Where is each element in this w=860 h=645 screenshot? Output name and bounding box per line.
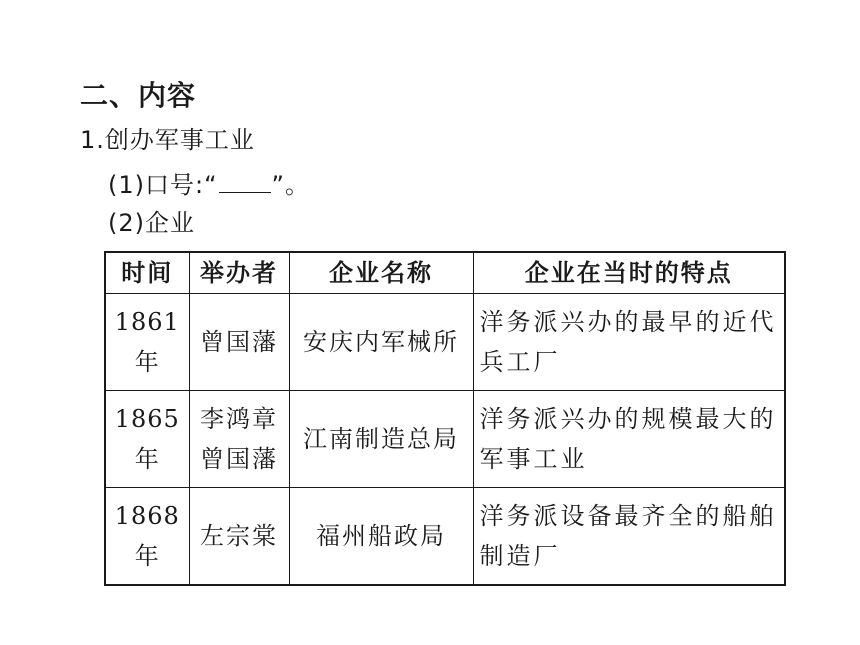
slogan-suffix: ”。 xyxy=(271,171,310,199)
slogan-prefix: (1)口号:“ xyxy=(108,171,218,199)
founder-cell xyxy=(189,488,289,586)
enterprise-cell: 江南制造总局 xyxy=(289,391,473,488)
year-number: 1865 xyxy=(114,405,180,433)
year-unit: 年 xyxy=(134,348,160,376)
year-number: 1868 xyxy=(114,502,180,530)
enterprise-subheading: (2)企业 xyxy=(108,209,195,237)
founder-name: 曾国藩 xyxy=(200,328,278,356)
feature-cell: 洋务派兴办的最早的近代兵工厂 xyxy=(473,294,785,391)
table-row xyxy=(105,488,785,586)
founder-name: 左宗棠 xyxy=(200,522,278,550)
year-unit: 年 xyxy=(134,445,160,473)
year-cell xyxy=(105,294,189,391)
header-enterprise-name: 企业名称 xyxy=(289,252,473,294)
year-number: 1861 xyxy=(114,308,180,336)
header-founder: 举办者 xyxy=(189,252,289,294)
header-time: 时间 xyxy=(105,252,189,294)
slogan-line xyxy=(108,168,310,202)
year-unit: 年 xyxy=(134,542,160,570)
table-header-row xyxy=(105,252,785,294)
founder-name: 曾国藩 xyxy=(200,445,278,473)
section-heading: 二、内容 xyxy=(80,79,197,112)
founder-cell xyxy=(189,391,289,488)
table-row xyxy=(105,391,785,488)
enterprise-cell: 安庆内军械所 xyxy=(289,294,473,391)
header-feature: 企业在当时的特点 xyxy=(473,252,785,294)
item-1-title: 1.创办军事工业 xyxy=(80,126,255,154)
feature-cell: 洋务派兴办的规模最大的军事工业 xyxy=(473,391,785,488)
table-row xyxy=(105,294,785,391)
year-cell xyxy=(105,391,189,488)
founder-cell xyxy=(189,294,289,391)
fill-in-blank xyxy=(219,170,271,193)
year-cell xyxy=(105,488,189,586)
founder-name: 李鸿章 xyxy=(200,405,278,433)
enterprise-cell: 福州船政局 xyxy=(289,488,473,586)
enterprise-table xyxy=(104,251,786,586)
feature-cell: 洋务派设备最齐全的船舶制造厂 xyxy=(473,488,785,586)
